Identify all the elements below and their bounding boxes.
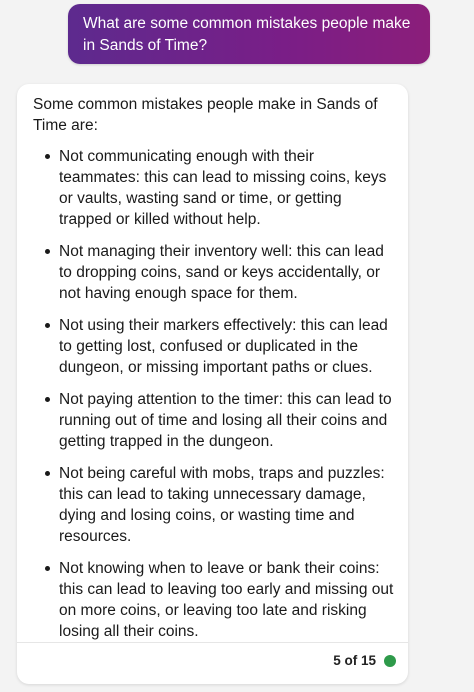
bullet-icon [45, 154, 50, 159]
bullet-icon [45, 249, 50, 254]
list-item-text: Not communicating enough with their teammates: this can lead to missing coins, keys or vaults, wasting sand or time, or getting trapped or killed without help. [59, 148, 387, 228]
status-dot-icon [384, 655, 396, 667]
message-counter: 5 of 15 [333, 653, 376, 668]
list-item [33, 241, 395, 304]
bullet-icon [45, 471, 50, 476]
list-item [33, 463, 395, 547]
list-item [33, 146, 395, 230]
footer-divider [17, 642, 408, 643]
list-item [33, 315, 395, 378]
bullet-icon [45, 566, 50, 571]
list-item-text: Not using their markers effectively: this can lead to getting lost, confused or duplicated in the dungeon, or missing important paths or clues. [59, 317, 388, 376]
user-message-text: What are some common mistakes people make in Sands of Time? [83, 15, 411, 54]
list-item-text: Not paying attention to the timer: this can lead to running out of time and losing all their coins and getting trapped in the dungeon. [59, 391, 392, 450]
user-message-bubble [68, 4, 430, 64]
assistant-response-card [17, 84, 408, 684]
response-bullet-list [33, 146, 395, 653]
list-item [33, 558, 395, 642]
list-item-text: Not knowing when to leave or bank their coins: this can lead to leaving too early and missing out on more coins, or leaving too late and risking losing all their coins. [59, 560, 394, 640]
response-footer [333, 653, 396, 668]
list-item [33, 389, 395, 452]
response-intro: Some common mistakes people make in Sands of Time are: [33, 96, 378, 134]
list-item-text: Not being careful with mobs, traps and puzzles: this can lead to taking unnecessary damage, dying and losing coins, or wasting time and resources. [59, 465, 385, 545]
list-item-text: Not managing their inventory well: this can lead to dropping coins, sand or keys accidentally, or not having enough space for them. [59, 243, 384, 302]
bullet-icon [45, 397, 50, 402]
bullet-icon [45, 323, 50, 328]
